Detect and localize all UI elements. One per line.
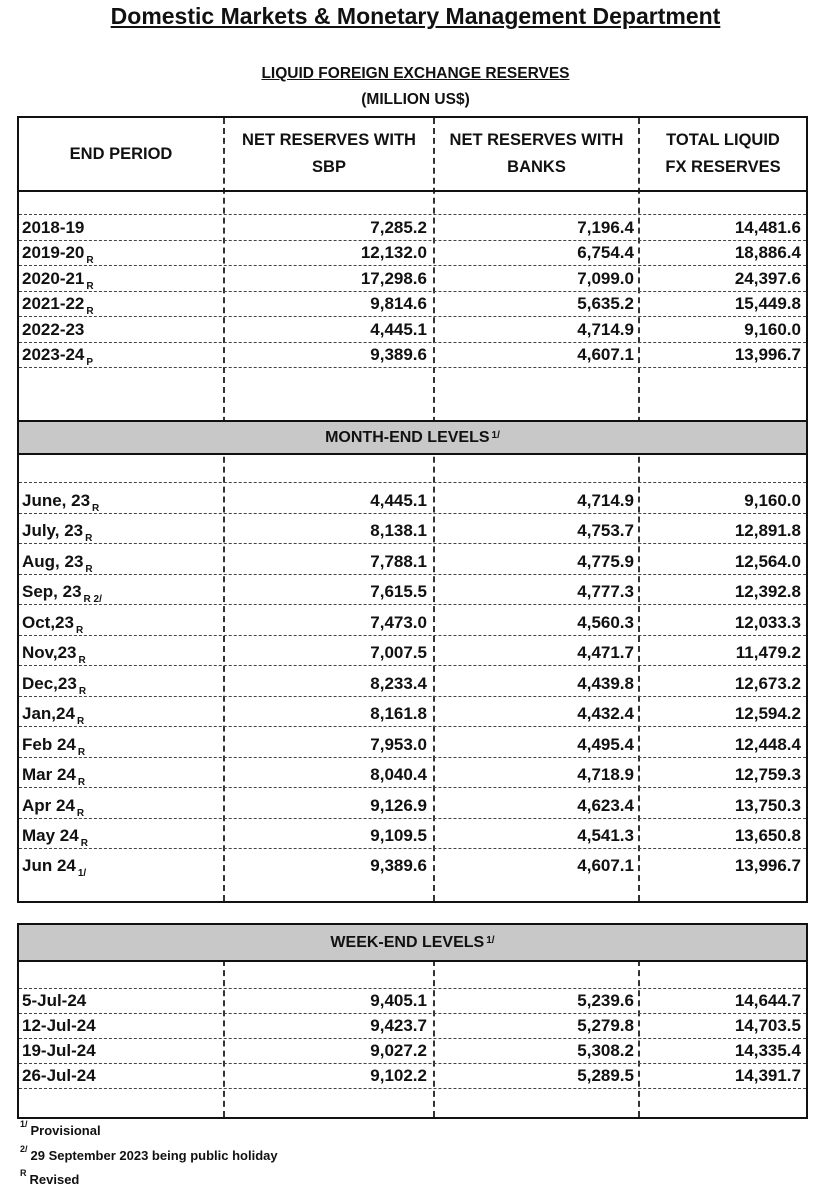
total-cell: 14,703.5 [734,1016,801,1035]
sbp-cell: 4,445.1 [370,490,427,510]
table-row [19,1063,806,1089]
table-header [19,118,806,192]
sbp-cell: 9,814.6 [370,294,427,313]
period-cell: Aug, 23 $^R$ [22,551,93,575]
table-row [19,342,806,369]
banks-cell: 6,754.4 [577,243,634,262]
spacer-row [19,190,806,215]
total-cell: 14,335.4 [734,1041,801,1060]
banks-cell: 4,775.9 [577,551,634,571]
banks-cell: 4,541.3 [577,826,634,845]
banks-cell: 7,099.0 [577,268,634,288]
total-cell: 9,160.0 [744,319,801,339]
total-cell: 15,449.8 [734,294,801,313]
header-net-reserves-banks: NET RESERVES WITH BANKS [449,131,624,176]
table-row [19,265,806,292]
period-cell: 2020-21 $^R$ [22,268,94,292]
table-row [19,848,806,878]
department-title: Domestic Markets & Monetary Management Department [110,3,721,29]
banks-cell: 4,471.7 [577,643,634,662]
period-cell: Oct,23 $^R$ [22,612,84,636]
banks-cell: 4,777.3 [577,582,634,601]
table-row [19,482,806,514]
period-cell: July, 23 $^R$ [22,521,93,544]
period-cell: 2023-24 $^P$ [22,345,94,368]
total-cell: 12,594.2 [734,704,801,723]
banks-cell: 7,196.4 [577,217,634,237]
period-cell: Jan,24 $^R$ [22,704,85,727]
period-cell: Apr 24 $^R$ [22,795,85,819]
sbp-cell: 7,007.5 [370,643,427,662]
sbp-cell: 7,953.0 [370,734,427,754]
total-cell: 12,891.8 [734,521,801,540]
sbp-cell: 9,102.2 [370,1066,427,1085]
spacer-row [19,1088,806,1115]
period-cell: 2019-20 $^R$ [22,243,94,266]
period-cell: Jun 24 $^{1/}$ [22,856,87,879]
banks-cell: 4,560.3 [577,612,634,632]
period-cell: May 24 $^R$ [22,826,88,849]
total-cell: 12,673.2 [734,673,801,693]
sbp-cell: 8,138.1 [370,521,427,540]
sbp-cell: 9,027.2 [370,1041,427,1060]
table-unit: (MILLION US$) [361,91,470,108]
banks-cell: 4,623.4 [577,795,634,815]
sbp-cell: 7,285.2 [370,217,427,237]
sbp-cell: 8,233.4 [370,673,427,693]
header-total-liquid: TOTAL LIQUID FX RESERVES [665,131,781,176]
table-row [19,1013,806,1039]
period-cell: 2021-22 $^R$ [22,294,94,317]
total-cell: 18,886.4 [734,243,801,262]
total-cell: 14,391.7 [734,1066,801,1085]
table-row [19,818,806,850]
reserves-table-main [17,116,808,903]
banks-cell: 4,607.1 [577,345,634,364]
sbp-cell: 7,473.0 [370,612,427,632]
sbp-cell: 7,615.5 [370,582,427,601]
table-row [19,214,806,241]
table-row [19,1038,806,1064]
total-cell: 12,564.0 [734,551,801,571]
period-cell: 12-Jul-24 [22,1016,96,1035]
banks-cell: 5,308.2 [577,1041,634,1060]
total-cell: 24,397.6 [734,268,801,288]
spacer-row [19,455,806,483]
sbp-cell: 9,389.6 [370,345,427,364]
table-row [19,513,806,545]
table-row [19,574,806,606]
footnote-revised: $^R$ Revised [20,1167,80,1187]
banks-cell: 5,279.8 [577,1016,634,1035]
period-cell: Mar 24 $^R$ [22,765,86,788]
sbp-cell: 4,445.1 [370,319,427,339]
sbp-cell: 9,405.1 [370,991,427,1010]
total-cell: 11,479.2 [735,643,801,662]
table-row [19,988,806,1014]
table-row [19,787,806,819]
period-cell: 5-Jul-24 [22,991,87,1010]
period-cell: Nov,23 $^R$ [22,643,86,666]
total-cell: 12,448.4 [734,734,801,754]
banks-cell: 4,607.1 [577,856,634,875]
table-row [19,635,806,667]
total-cell: 14,481.6 [734,217,801,237]
banks-cell: 4,714.9 [577,319,634,339]
header-end-period: END PERIOD [69,144,173,163]
period-cell: 2022-23 [22,319,85,339]
banks-cell: 4,714.9 [577,490,634,510]
sbp-cell: 17,298.6 [360,268,427,288]
week-end-band: WEEK-END LEVELS $^{1/}$ [19,925,806,962]
total-cell: 12,759.3 [734,765,801,784]
sbp-cell: 8,040.4 [370,765,427,784]
period-cell: 19-Jul-24 [22,1041,96,1060]
period-cell: 26-Jul-24 [22,1066,96,1085]
total-cell: 13,996.7 [734,345,801,364]
sbp-cell: 12,132.0 [360,243,427,262]
total-cell: 12,392.8 [734,582,801,601]
total-cell: 12,033.3 [734,612,801,632]
total-cell: 14,644.7 [734,991,801,1010]
sbp-cell: 9,389.6 [370,856,427,875]
spacer-row [19,962,806,989]
total-cell: 13,750.3 [734,795,801,815]
footnote-holiday: $^{2/}$ 29 September 2023 being public holiday [20,1143,278,1163]
total-cell: 9,160.0 [744,490,801,510]
table-row [19,604,806,636]
table-row [19,757,806,789]
banks-cell: 5,239.6 [577,991,634,1010]
sbp-cell: 8,161.8 [370,704,427,723]
period-cell: June, 23 $^R$ [22,490,100,514]
table-title: LIQUID FOREIGN EXCHANGE RESERVES [261,65,570,82]
sbp-cell: 9,109.5 [370,826,427,845]
total-cell: 13,650.8 [734,826,801,845]
table-row [19,726,806,758]
banks-cell: 4,495.4 [577,734,634,754]
table-row [19,316,806,343]
month-end-band: MONTH-END LEVELS $^{1/}$ [19,420,806,455]
period-cell: Feb 24 $^R$ [22,734,86,758]
banks-cell: 4,432.4 [577,704,634,723]
banks-cell: 5,289.5 [577,1066,634,1085]
table-row [19,665,806,697]
banks-cell: 4,753.7 [577,521,634,540]
table-row [19,696,806,728]
sbp-cell: 7,788.1 [370,551,427,571]
spacer-row [19,367,806,390]
sbp-cell: 9,126.9 [370,795,427,815]
period-cell: Dec,23 $^R$ [22,673,87,697]
reserves-table-weekly [17,923,808,1119]
period-cell: 2018-19 [22,217,85,237]
banks-cell: 4,718.9 [577,765,634,784]
table-row [19,240,806,267]
table-row [19,543,806,575]
period-cell: Sep, 23 $^{R 2/}$ [22,582,102,605]
footnote-provisional: $^{1/}$ Provisional [20,1118,101,1138]
sbp-cell: 9,423.7 [370,1016,427,1035]
banks-cell: 4,439.8 [577,673,634,693]
banks-cell: 5,635.2 [577,294,634,313]
total-cell: 13,996.7 [734,856,801,875]
table-row [19,291,806,318]
header-net-reserves-sbp: NET RESERVES WITH SBP [242,131,416,176]
